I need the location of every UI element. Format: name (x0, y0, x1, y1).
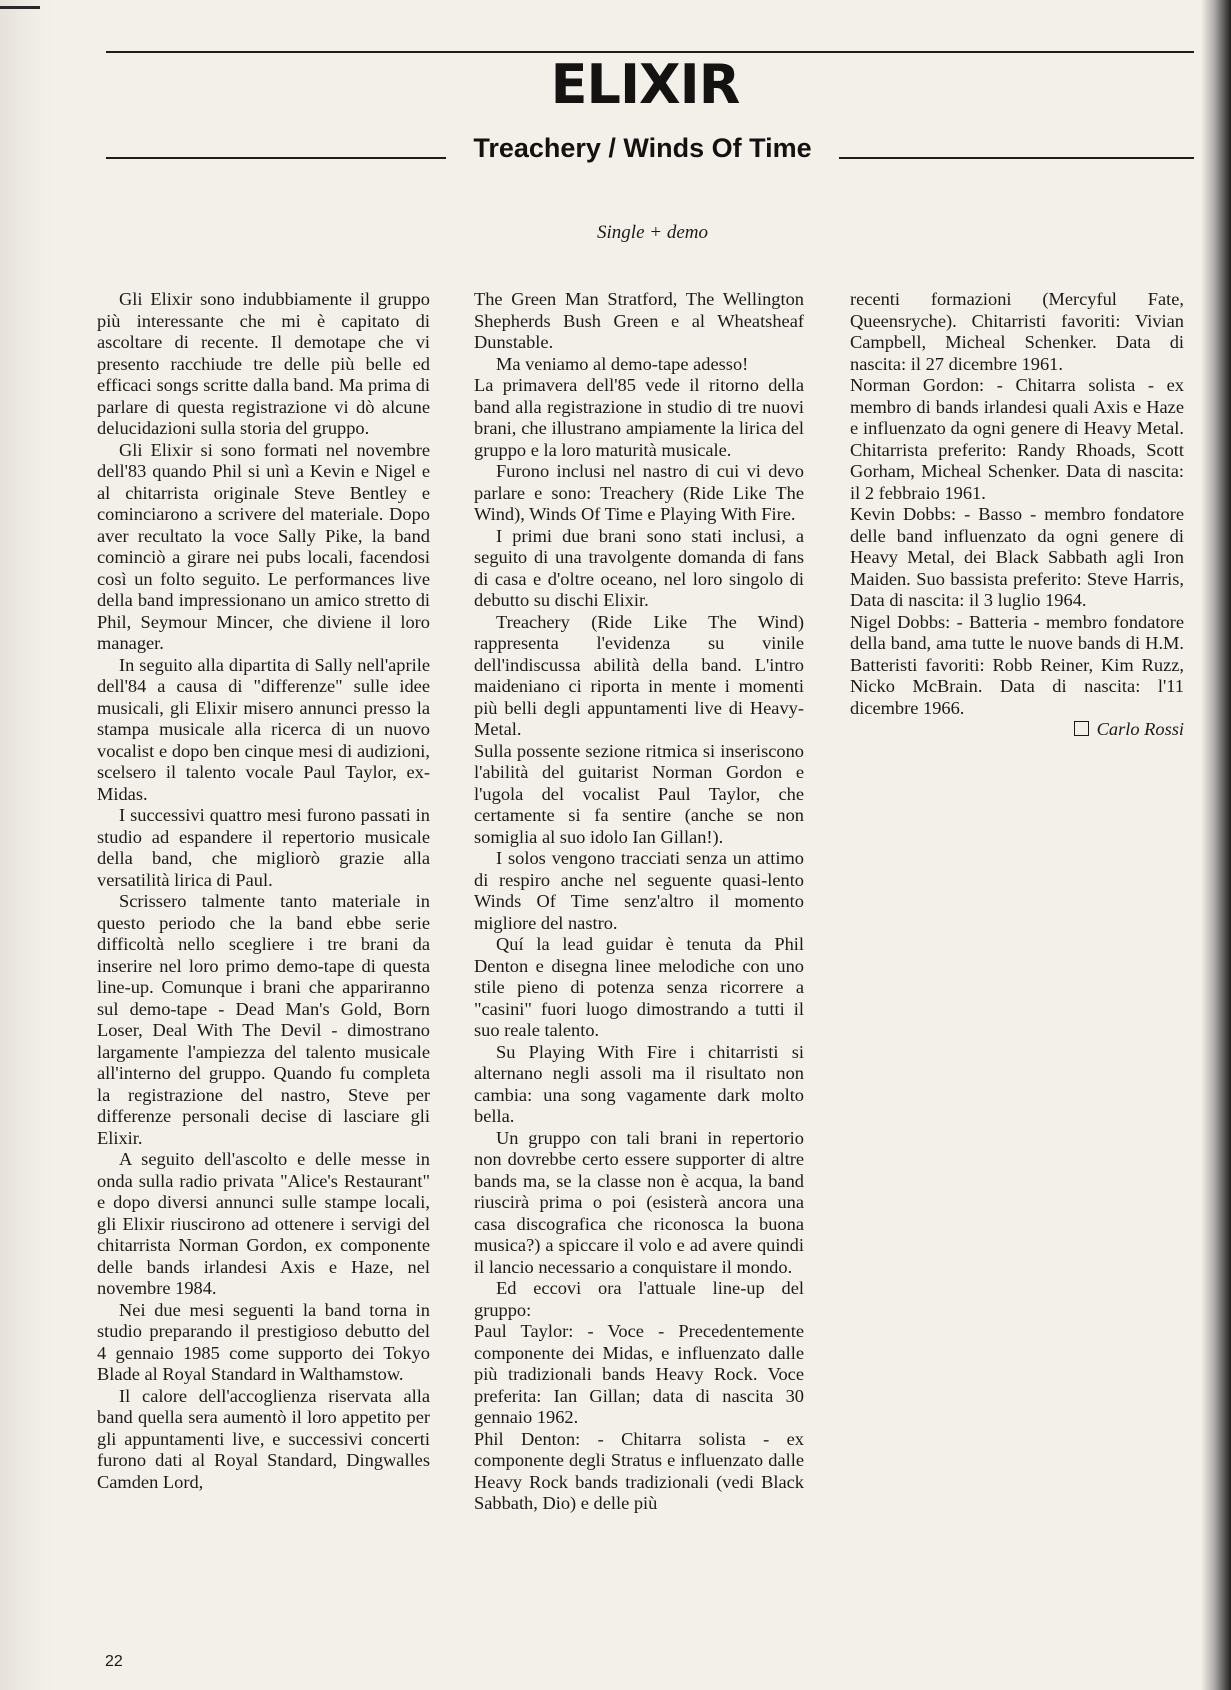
paragraph: Gli Elixir si sono formati nel novembre dell'83 quando Phil si unì a Kevin e Nigel e al chitarrista originale Steve Bentley e cominciarono a scrivere del materiale. Dopo aver recultato la voce Sally Pike, la band cominciò a girare nei pubs locali, facendosi così un folto seguito. Le performances live della band impressionano un amico stretto di Phil, Seymour Mincer, che diviene il loro manager. (97, 439, 430, 653)
subtitle-row (106, 133, 1194, 169)
lineup-entry: recenti formazioni (Mercyful Fate, Queensryche). Chitarristi favoriti: Vivian Campbell, Micheal Schenker. Data di nascita: il 27 dicembre 1961. (850, 289, 1184, 374)
article-kicker: Single + demo (597, 222, 708, 243)
paragraph: Sulla possente sezione ritmica si inseriscono l'abilità del guitarist Norman Gordon e l'ugola del vocalist Paul Taylor, che certamente si fa sentire (anche se non somiglia al suo idolo Ian Gillan!). (474, 740, 804, 847)
paragraph: Il calore dell'accoglienza riservata alla band quella sera aumentò il loro appetito per gli appuntamenti live, e successivi concerti furono dati al Royal Standard, Dingwalles Camden Lord, (97, 1385, 430, 1492)
paragraph: In seguito alla dipartita di Sally nell'aprile dell'84 a causa di "differenze" sulle idee musicali, gli Elixir misero annunci presso la stampa musicale alla ricerca di un nuovo vocalist e dopo ben cinque mesi di audizioni, scelsero il talento vocale Paul Taylor, ex-Midas. (97, 654, 430, 804)
text-column-1 (97, 289, 430, 1493)
paragraph: I primi due brani sono stati inclusi, a seguito di una travolgente domanda di fans di casa e d'oltre oceano, nel loro singolo di debutto su dischi Elixir. (474, 525, 804, 610)
page-number: 22 (105, 1653, 123, 1670)
paragraph: Ma veniamo al demo-tape adesso! (496, 353, 749, 374)
author-signature (850, 719, 1184, 741)
paragraph: Scrissero talmente tanto materiale in questo periodo che la band ebbe serie difficoltà nello scegliere i tre brani da inserire nel loro primo demo-tape di questa line-up. Comunque i brani che appariranno sul demo-tape - Dead Man's Gold, Born Loser, Deal With The Devil - dimostrano largamente l'ampiezza del talento musicale all'interno del gruppo. Quando fu completa la registrazione del nastro, Steve per differenze personali decise di lasciare gli Elixir. (97, 891, 430, 1148)
paragraph: Ed eccovi ora l'attuale line-up del gruppo: (474, 1278, 804, 1320)
lineup-entry: Kevin Dobbs: - Basso - membro fondatore delle band influenzato da ogni genere di Heavy Metal, dei Black Sabbath agli Iron Maiden. Suo bassista preferito: Steve Harris, Data di nascita: il 3 luglio 1964. (850, 504, 1184, 610)
text-column-3 (850, 289, 1184, 741)
paragraph: Quí la lead guidar è tenuta da Phil Denton e disegna linee melodiche con uno stile pieno di potenza senza ricorrere a "casini" fuori luogo dimostrando a tutti il suo reale talento. (474, 934, 804, 1040)
lineup-entry: Nigel Dobbs: - Batteria - membro fondatore della band, ama tutte le nuove bands di H.M. Batteristi favoriti: Robb Reiner, Kim Ruzz, Nicko McBrain. Data di nascita: l'11 dicembre 1966. (850, 611, 1184, 718)
subtitle-rule-right (839, 157, 1194, 159)
paragraph: Un gruppo con tali brani in repertorio non dovrebbe certo essere supporter di altre bands ma, se la classe non è acqua, la band riuscirà prima o poi (esisterà ancora una casa discografica che riconosca la buona musica?) a spiccare il volo e ad avere quindi il lancio necessario a conquistare il mondo. (474, 1127, 804, 1277)
paragraph: Treachery (Ride Like The Wind) rappresenta l'evidenza su vinile dell'indiscussa abilità della band. L'intro maideniano ci riporta in mente i momenti più belli degli appuntamenti live di Heavy-Metal. (474, 611, 804, 739)
paragraph: La primavera dell'85 vede il ritorno della band alla registrazione in studio di tre nuovi brani, che illustrano ampiamente la lirica del gruppo e la loro maturità musicale. (474, 375, 804, 460)
text-column-2 (474, 289, 804, 1515)
paragraph: Furono inclusi nel nastro di cui vi devo parlare e sono: Treachery (Ride Like The Wind), Winds Of Time e Playing With Fire. (474, 461, 804, 524)
article-subtitle: Treachery / Winds Of Time (473, 133, 812, 163)
paragraph: Nei due mesi seguenti la band torna in studio preparando il prestigioso debutto del 4 gennaio 1985 come supporto dei Tokyo Blade al Royal Standard in Walthamstow. (97, 1299, 430, 1384)
author-name: Carlo Rossi (1096, 719, 1184, 739)
lineup-entry: Paul Taylor: - Voce - Precedentemente componente dei Midas, e influenzato dalle più tradizionali bands Heavy Rock. Voce preferita: Ian Gillan; data di nascita 30 gennaio 1962. (474, 1321, 804, 1427)
paragraph: A seguito dell'ascolto e delle messe in onda sulla radio privata "Alice's Restaurant" e dopo diversi annunci sulle stampe locali, gli Elixir riuscirono ad ottenere i servigi del chitarrista Norman Gordon, ex componente delle bands irlandesi Axis e Haze, nel novembre 1984. (97, 1149, 430, 1298)
subtitle-rule-left (106, 157, 446, 159)
paragraph: Su Playing With Fire i chitarristi si alternano negli assoli ma il risultato non cambia: una song vagamente dark molto bella. (474, 1041, 804, 1126)
paragraph: Gli Elixir sono indubbiamente il gruppo più interessante che mi è capitato di ascoltare di recente. Il demotape che vi presento racchiude tre delle più belle ed efficaci songs scritte dalla band. Ma prima di parlare di questa registrazione vi dò alcune delucidazioni sulla storia del gruppo. (97, 289, 430, 438)
paragraph: I solos vengono tracciati senza un attimo di respiro anche nel seguente quasi-lento Winds Of Time senz'altro il momento migliore del nastro. (474, 848, 804, 933)
paragraph: I successivi quattro mesi furono passati in studio ad espandere il repertorio musicale della band, che migliorò grazie alla versatilità lirica di Paul. (97, 805, 430, 890)
lineup-entry: Phil Denton: - Chitarra solista - ex componente degli Stratus e influenzato dalle Heavy Rock bands tradizionali (vedi Black Sabbath, Dio) e delle più (474, 1428, 804, 1513)
lineup-entry: Norman Gordon: - Chitarra solista - ex membro di bands irlandesi quali Axis e Haze e influenzato da ogni genere di Heavy Metal. Chitarrista preferito: Randy Rhoads, Scott Gorham, Micheal Schenker. Data di nascita: il 2 febbraio 1961. (850, 375, 1184, 503)
band-logo: ELIXIR (550, 53, 740, 116)
paragraph: The Green Man Stratford, The Wellington Shepherds Bush Green e al Wheatsheaf Dunstable. (474, 289, 804, 352)
end-mark-box (1074, 721, 1089, 736)
